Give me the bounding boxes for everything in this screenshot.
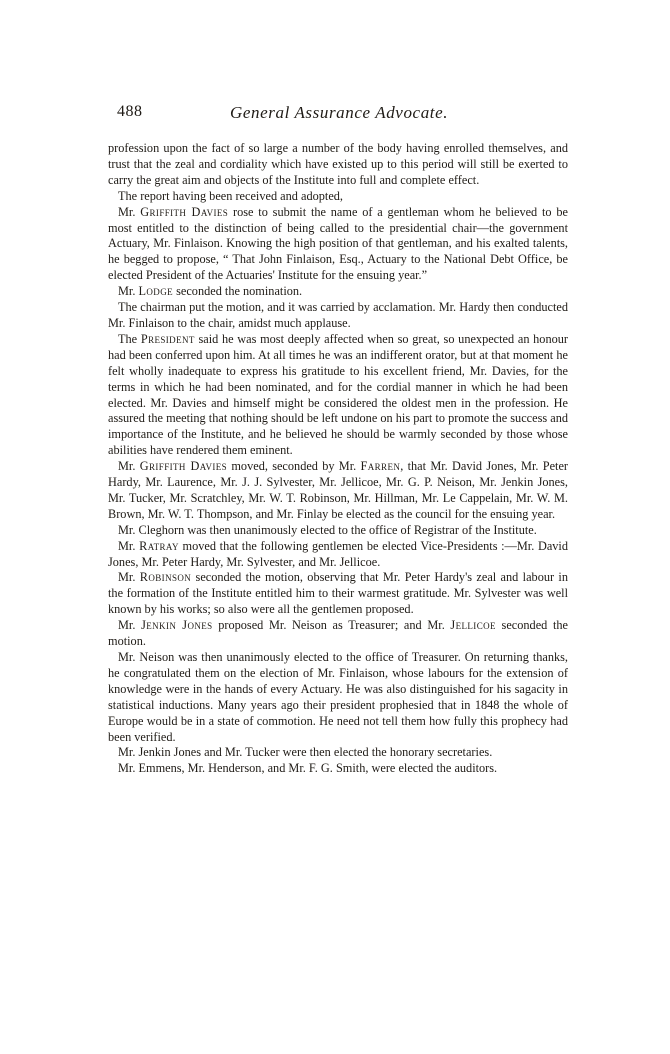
text-run: Mr. [118,570,140,585]
paragraph [108,539,568,571]
text-run: Mr. [118,459,140,474]
paragraph [108,284,568,300]
name-small-caps: President [140,331,195,346]
name-small-caps: Robinson [139,570,192,585]
text-run: profession upon the fact of so large a number of the body having enrolled themselves, and trust that the zeal and cordiality which have existed up to this period will still be exerted to carry the great aim and objects of the Institute into full and complete effect. [108,141,568,187]
text-run: moved, seconded by Mr. [227,459,361,474]
paragraph [108,300,568,332]
article-body [108,141,568,777]
text-run: Mr. Cleghorn was then unanimously elected to the office of Registrar of the Institute. [118,522,537,537]
paragraph [108,189,568,205]
text-run: Mr. [118,284,139,299]
text-run: said he was most deeply affected when so great, so unexpected an honour had been conferred upon him. At all times he was an indifferent orator, but at that moment he felt wholly inadequate to express his gratitude to his excellent friend, Mr. Davies, for the terms in which he had been nominated, and for the cordial manner in which he had been elected. Mr. Davies and himself might be considered the oldest men in the profession. He assured the meeting that nothing should be left undone on his part to promote the success and importance of the Institute, and he believed he should be warmly seconded by those whose abilities have rendered them eminent. [108,331,568,458]
text-run: rose to submit the name of a gentleman whom he believed to be most entitled to the distinction of being called to the presidential chair—the government Actuary, Mr. Finlaison. Knowing the high position of that gentleman, and his exalted talents, he begged to propose, “ That John Finlaison, Esq., Actuary to the National Debt Office, be elected President of the Actuaries' Institute for the ensuing year.” [108,204,568,283]
name-small-caps: Lodge [138,284,174,299]
text-run: seconded the motion. [108,618,568,649]
name-small-caps: Ratray [139,538,179,553]
paragraph [108,459,568,523]
paragraph [108,523,568,539]
text-run: moved that the following gentlemen be elected Vice-Presidents :—Mr. David Jones, Mr. Peter Hardy, Mr. Sylvester, and Mr. Jellicoe. [108,538,568,569]
paragraph [108,745,568,761]
text-run: Mr. Neison was then unanimously elected to the office of Treasurer. On returning thanks, he congratulated them on the election of Mr. Finlaison, whose labours for the extension of knowledge were in the hands of every Actuary. He was also distinguished for his sagacity in statistical inductions. Many years ago their president prophesied that in 1848 the whole of Europe would be in a state of commotion. He need not tell them how fully this prophecy had been verified. [108,650,568,744]
paragraph [108,141,568,189]
paragraph [108,618,568,650]
text-run: Mr. Jenkin Jones and Mr. Tucker were then elected the honorary secretaries. [118,745,493,760]
paragraph [108,650,568,745]
paragraph [108,761,568,777]
name-small-caps: Jellicoe [450,618,496,633]
text-run: proposed Mr. Neison as Treasurer; and Mr. [212,618,451,633]
text-run: , that Mr. David Jones, Mr. Peter Hardy, Mr. Laurence, Mr. J. J. Sylvester, Mr. Jellicoe, Mr. G. P. Neison, Mr. Jenkin Jones, Mr. Tucker, Mr. Scratchley, Mr. W. T. Robinson, Mr. Hillman, Mr. Le Cappelain, Mr. W. M. Brown, Mr. W. T. Thompson, and Mr. Finlay be elected as the council for the ensuing year. [108,459,568,521]
running-title: General Assurance Advocate. [230,103,449,122]
text-run: The chairman put the motion, and it was carried by acclamation. Mr. Hardy then conducted Mr. Finlaison to the chair, amidst much applause. [108,300,568,330]
text-run: seconded the nomination. [173,284,303,299]
name-small-caps: Farren [360,459,401,474]
name-small-caps: Jenkin Jones [141,618,213,633]
text-run: Mr. [118,204,141,219]
page-number: 488 [117,103,143,120]
paragraph [108,570,568,618]
text-run: The report having been received and adopted, [118,188,344,203]
name-small-caps: Griffith Davies [139,459,228,474]
name-small-caps: Griffith Davies [140,204,229,219]
text-run: seconded the motion, observing that Mr. Peter Hardy's zeal and labour in the formation of the Institute entitled him to their warmest gratitude. Mr. Sylvester was well known by his works; so also were all the gentlemen proposed. [108,570,569,617]
text-run: Mr. [118,618,142,633]
page-header [117,103,575,127]
text-run: The [118,331,141,346]
text-run: Mr. [118,538,140,553]
paragraph [108,205,568,285]
paragraph [108,332,568,459]
text-run: Mr. Emmens, Mr. Henderson, and Mr. F. G. Smith, were elected the auditors. [118,761,498,776]
